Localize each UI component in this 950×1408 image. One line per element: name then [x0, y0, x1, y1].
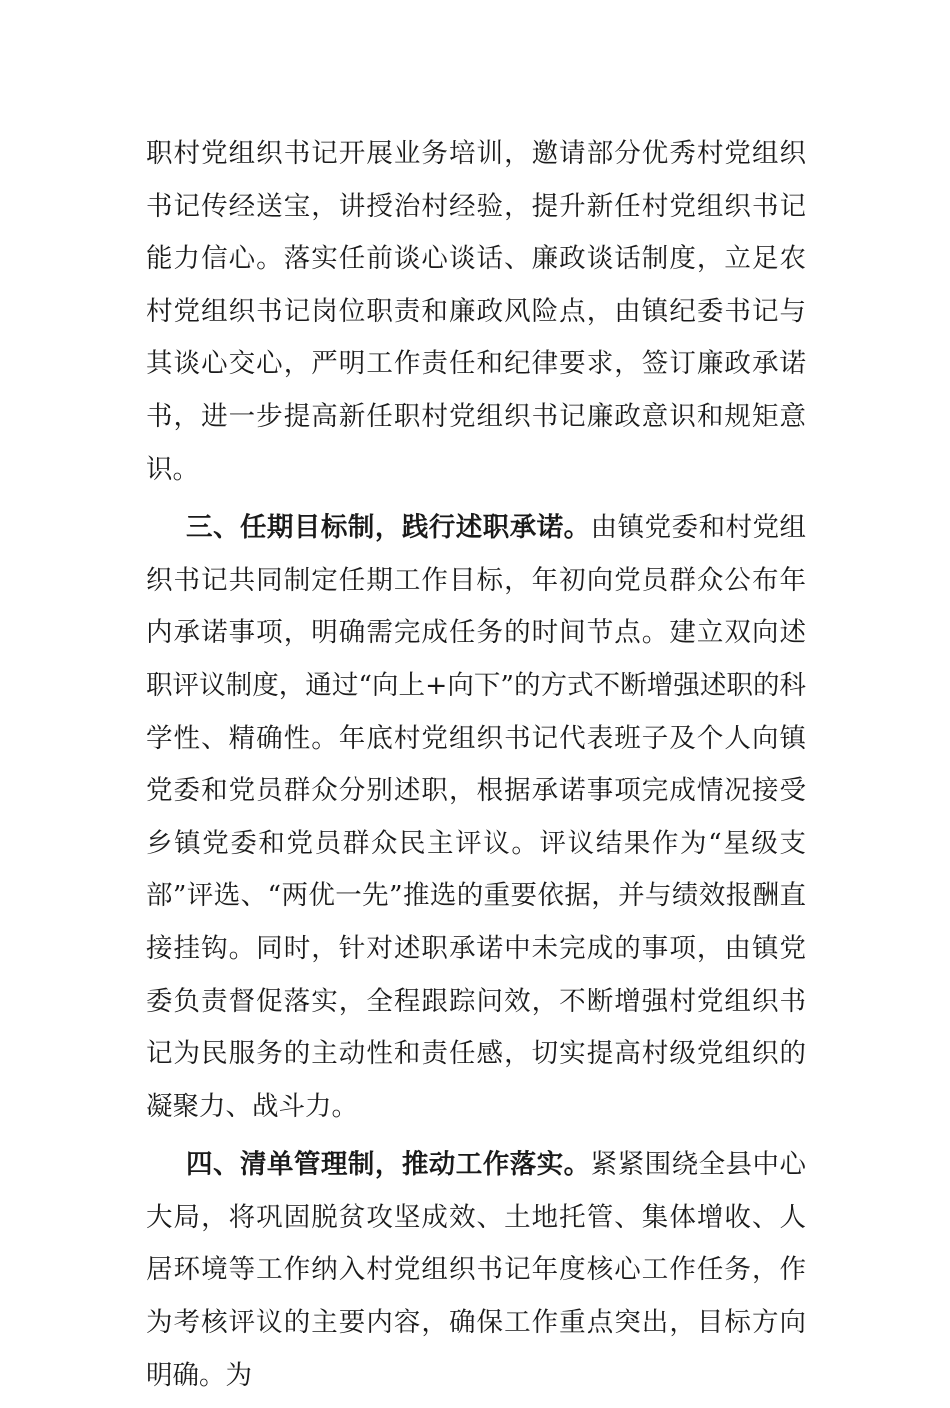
paragraph-section-three	[146, 502, 806, 1133]
document-body	[146, 128, 806, 1408]
paragraph-continuation	[146, 128, 806, 496]
section-heading: 四、清单管理制，推动工作落实。	[186, 1149, 591, 1181]
paragraph-text: 紧紧围绕全县中心大局，将巩固脱贫攻坚成效、土地托管、集体增收、人居环境等工作纳入村党组织书记年度核心工作任务，作为考核评议的主要内容，确保工作重点突出，目标方向明确。为	[146, 1149, 807, 1391]
section-heading: 三、任期目标制，践行述职承诺。	[186, 512, 591, 544]
paragraph-text: 职村党组织书记开展业务培训，邀请部分优秀村党组织书记传经送宝，讲授治村经验，提升新任村党组织书记能力信心。落实任前谈心谈话、廉政谈话制度，立足农村党组织书记岗位职责和廉政风险点，由镇纪委书记与其谈心交心，严明工作责任和纪律要求，签订廉政承诺书，进一步提高新任职村党组织书记廉政意识和规矩意识。	[146, 138, 806, 485]
paragraph-text: 由镇党委和村党组织书记共同制定任期工作目标，年初向党员群众公布年内承诺事项，明确需完成任务的时间节点。建立双向述职评议制度，通过“向上+向下”的方式不断增强述职的科学性、精确性。年底村党组织书记代表班子及个人向镇党委和党员群众分别述职，根据承诺事项完成情况接受乡镇党委和党员群众民主评议。评议结果作为“星级支部”评选、“两优一先”推选的重要依据，并与绩效报酬直接挂钩。同时，针对述职承诺中未完成的事项，由镇党委负责督促落实，全程跟踪问效，不断增强村党组织书记为民服务的主动性和责任感，切实提高村级党组织的凝聚力、战斗力。	[146, 512, 807, 1122]
paragraph-section-four	[146, 1139, 806, 1402]
